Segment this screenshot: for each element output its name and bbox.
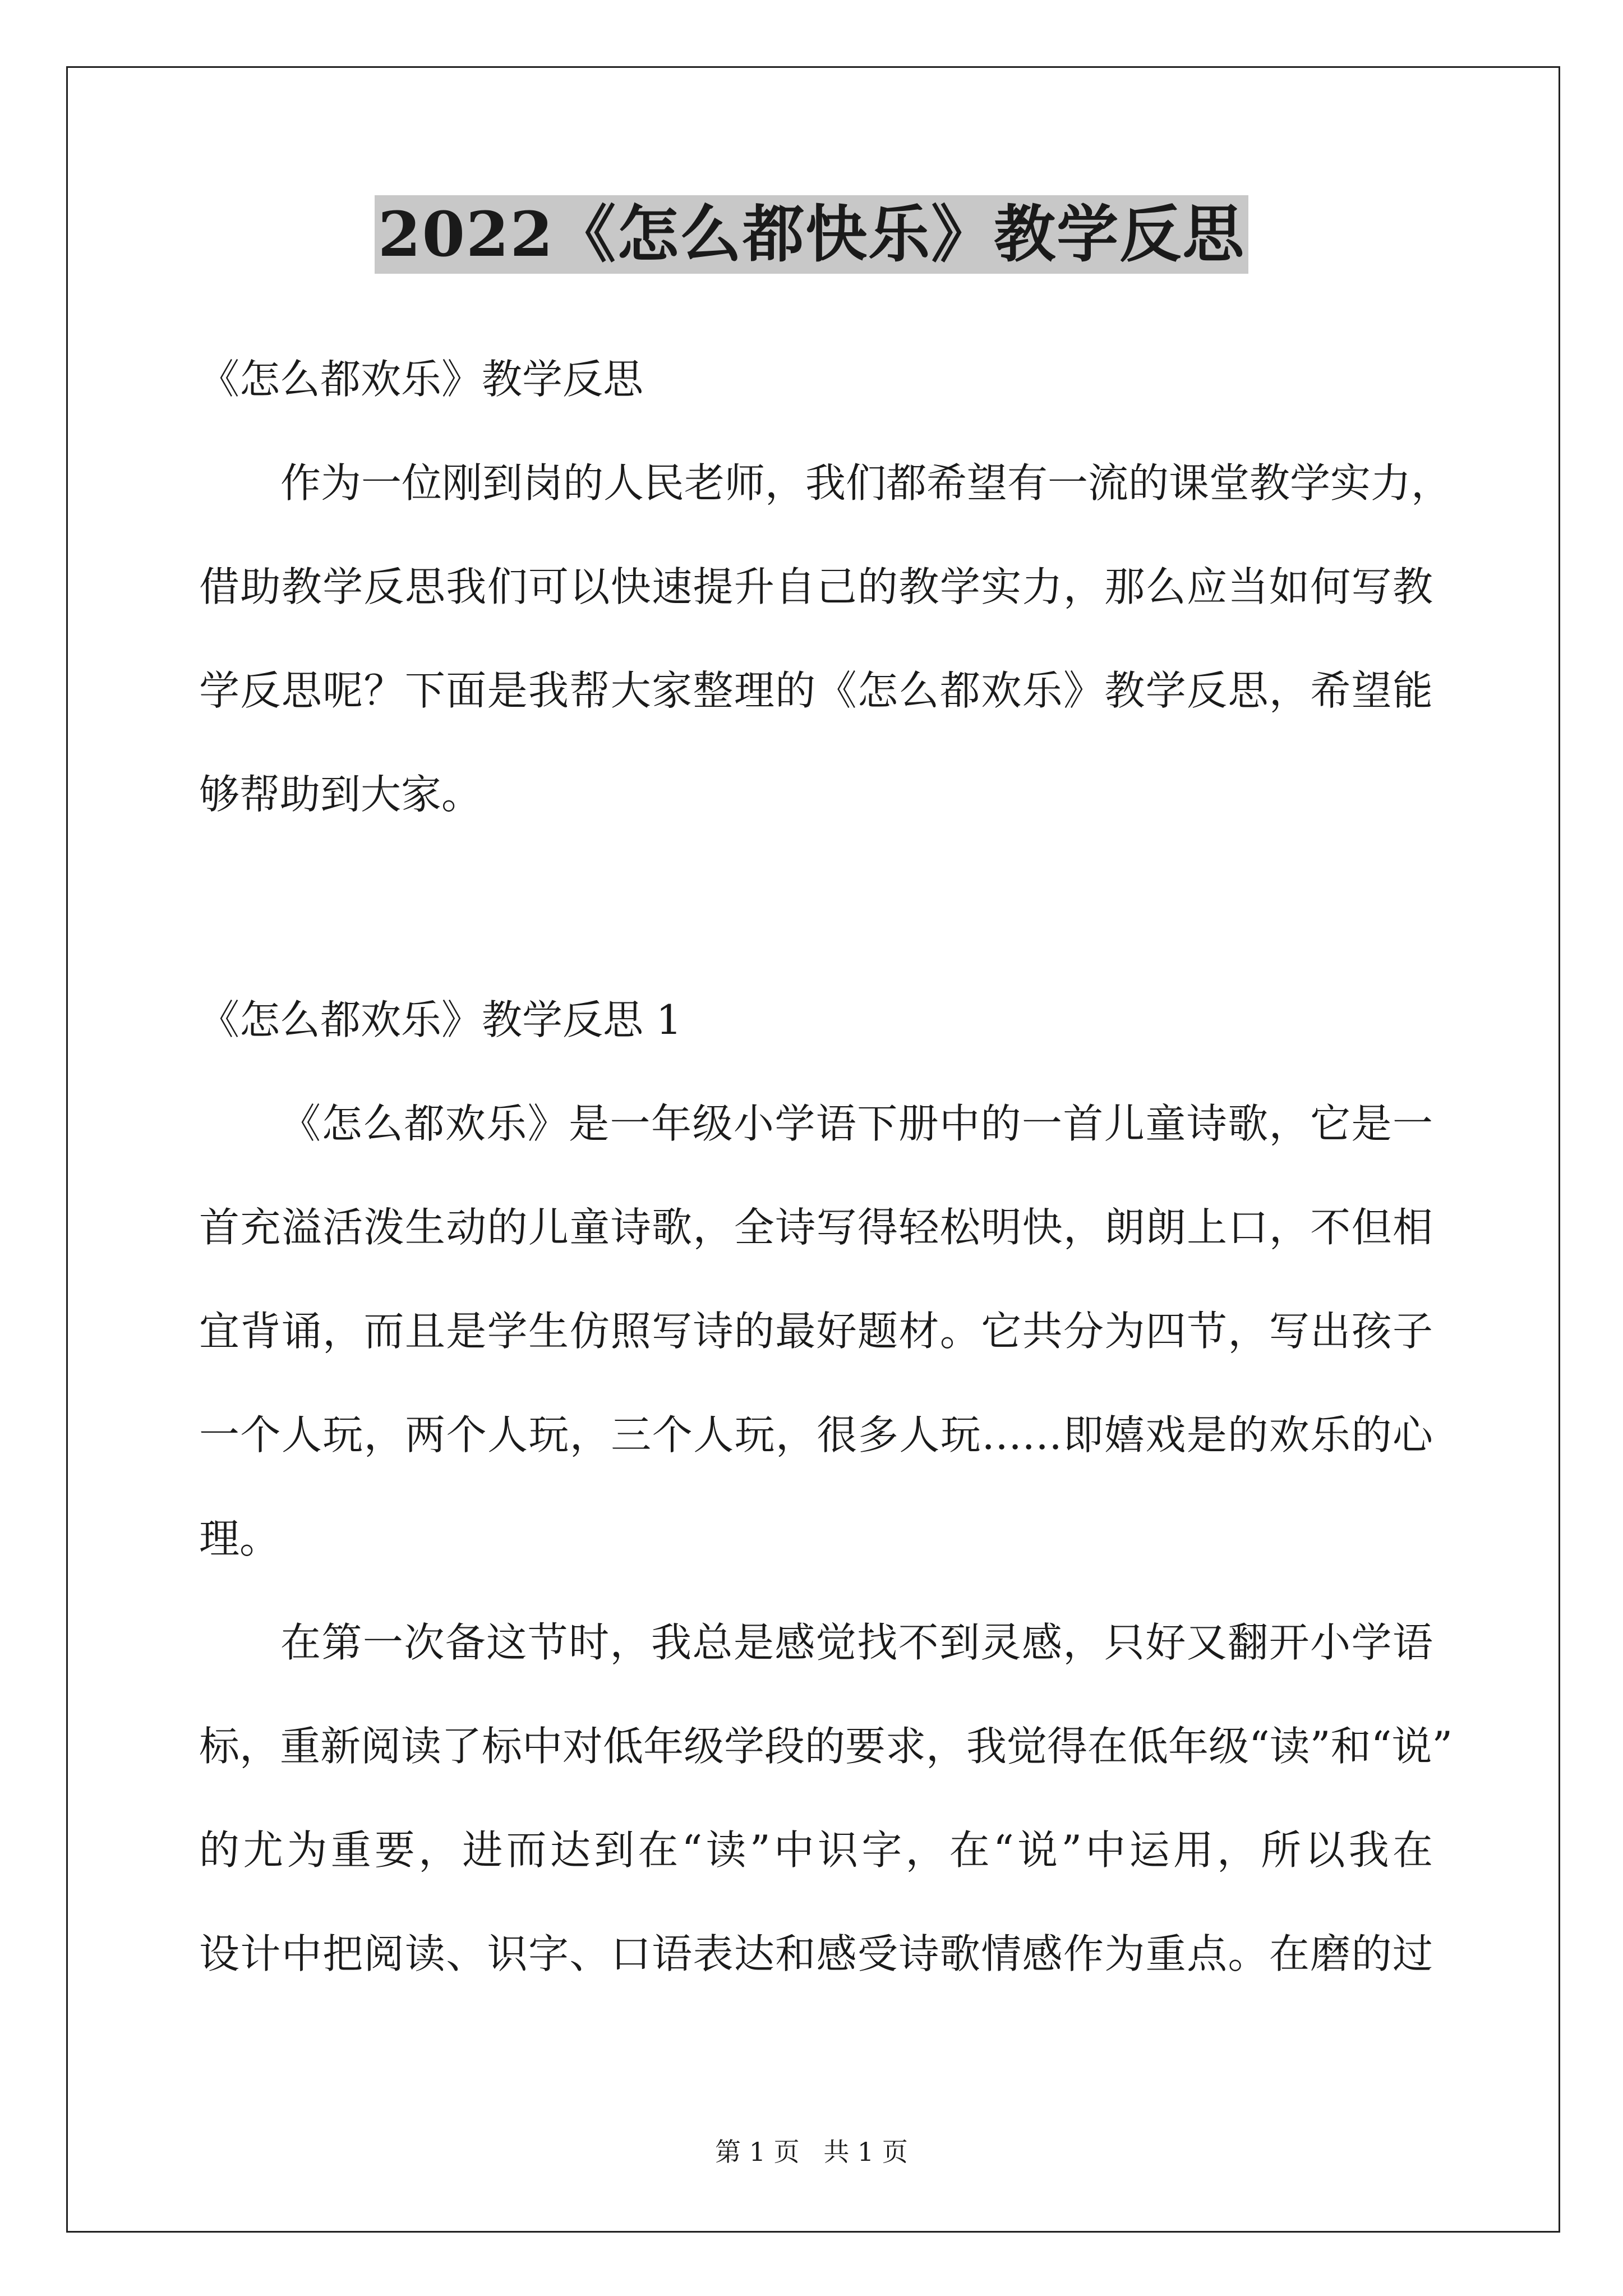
paragraph-line: 首充溢活泼生动的儿童诗歌，全诗写得轻松明快，朗朗上口，不但相	[199, 1204, 1433, 1251]
page-total: 共 1 页	[823, 2137, 908, 2167]
paragraph-line: 的尤为重要，进而达到在“读”中识字，在“说”中运用，所以我在	[199, 1826, 1433, 1874]
section-heading: 《怎么都欢乐》教学反思 1	[199, 996, 682, 1043]
intro-heading: 《怎么都欢乐》教学反思	[199, 356, 644, 403]
title-container	[0, 195, 1623, 274]
page-number: 第 1 页	[715, 2137, 800, 2167]
paragraph-line: 《怎么都欢乐》是一年级小学语下册中的一首儿童诗歌，它是一	[280, 1100, 1433, 1147]
page-footer	[0, 2132, 1623, 2169]
paragraph-line: 标，重新阅读了标中对低年级学段的要求，我觉得在低年级“读”和“说”	[199, 1723, 1453, 1770]
paragraph-line: 一个人玩，两个人玩，三个人玩，很多人玩……即嬉戏是的欢乐的心	[199, 1411, 1433, 1458]
paragraph-line: 设计中把阅读、识字、口语表达和感受诗歌情感作为重点。在磨的过	[199, 1930, 1433, 1977]
paragraph-line: 理。	[199, 1515, 280, 1562]
intro-line: 学反思呢？下面是我帮大家整理的《怎么都欢乐》教学反思，希望能	[199, 667, 1433, 714]
paragraph-line: 宜背诵，而且是学生仿照写诗的最好题材。它共分为四节，写出孩子	[199, 1308, 1433, 1355]
intro-line: 作为一位刚到岗的人民老师，我们都希望有一流的课堂教学实力，	[280, 459, 1452, 507]
document-title: 2022《怎么都快乐》教学反思	[375, 195, 1248, 274]
intro-line: 借助教学反思我们可以快速提升自己的教学实力，那么应当如何写教	[199, 563, 1433, 610]
intro-line: 够帮助到大家。	[199, 771, 482, 818]
paragraph-line: 在第一次备这节时，我总是感觉找不到灵感，只好又翻开小学语	[280, 1619, 1433, 1666]
